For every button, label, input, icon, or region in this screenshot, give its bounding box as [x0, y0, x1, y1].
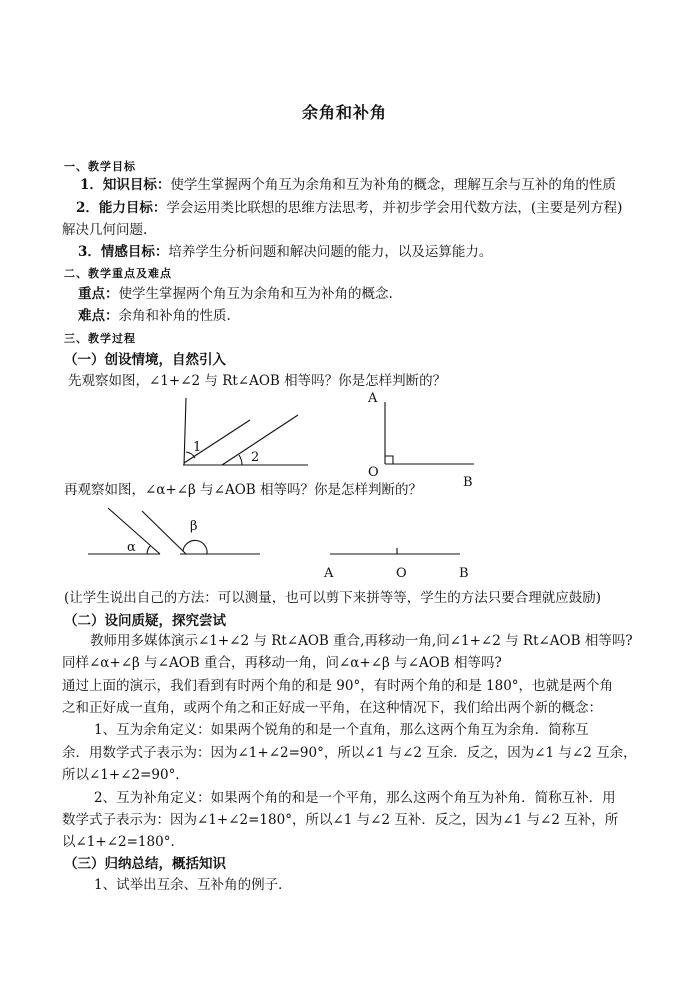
figure-straight-angle-aob	[330, 548, 460, 554]
demo-paragraph-3a: 通过上面的演示，我们看到有时两个角的和是 90°，有时两个角的和是 180°，也就是两个角	[62, 678, 614, 694]
point-o-label-2: O	[396, 566, 407, 581]
definition-complementary-3: 所以∠1+∠2=90°．	[62, 767, 189, 783]
objective-ability-continued: 解决几何问题.	[62, 222, 148, 238]
angle-2-label: 2	[251, 450, 260, 465]
difficult-text: 余角和补角的性质.	[118, 308, 231, 324]
section-heading-key-points: 二、教学重点及难点	[64, 267, 172, 280]
objective-label: 3．情感目标：	[78, 244, 169, 260]
objective-text: 使学生掌握两个角互为余角和互为补角的概念，理解互余与互补的角的性质	[170, 177, 616, 193]
objective-label: 1．知识目标：	[80, 177, 171, 193]
demo-paragraph-3b: 之和正好成一直角，或两个角之和正好成一平角，在这种情况下，我们给出两个新的概念：	[62, 700, 602, 716]
ray-2	[222, 415, 298, 465]
key-label: 重点：	[78, 286, 119, 302]
definition-supplementary-1: 2、互为补角定义：如果两个角的和是一个平角，那么这两个角互为补角．简称互补．用	[94, 790, 616, 806]
difficult-label: 难点：	[78, 308, 119, 324]
alpha-label: α	[127, 540, 136, 555]
question-2: 再观察如图，∠α+∠β 与∠AOB 相等吗？你是怎样判断的？	[64, 482, 422, 498]
point-a-label-2: A	[324, 566, 334, 581]
right-angle-mark	[385, 456, 393, 464]
key-text: 使学生掌握两个角互为余角和互为补角的概念.	[118, 286, 393, 302]
objective-text: 学会运用类比联想的思维方法思考，并初步学会用代数方法，(主要是列方程)	[166, 200, 623, 216]
objective-label: 2．能力目标：	[76, 200, 167, 216]
definition-supplementary-3: 以∠1+∠2=180°．	[62, 834, 184, 850]
definition-supplementary-2: 数学式子表示为：因为∠1+∠2=180°，所以∠1 与∠2 互补．反之，因为∠1 与∠2 互补，所	[62, 812, 619, 828]
arc-beta	[183, 540, 207, 554]
beta-label: β	[190, 519, 198, 534]
summary-item-1: 1、试举出互余、互补角的例子．	[94, 877, 292, 893]
figure-angles-alpha-beta	[88, 508, 260, 554]
subsection-heading-3: （三）归纳总结，概括知识	[64, 856, 226, 872]
definition-complementary-2: 余．用数学式子表示为：因为∠1+∠2=90°，所以∠1 与∠2 互余．反之，因为∠1 与∠2 互余，	[62, 745, 637, 761]
subsection-heading-1: （一）创设情境，自然引入	[64, 352, 226, 368]
vertical-line	[184, 398, 186, 465]
point-b-label-2: B	[459, 566, 469, 581]
point-a-label: A	[368, 391, 378, 406]
question-1: 先观察如图，∠1+∠2 与 Rt∠AOB 相等吗？你是怎样判断的？	[68, 373, 447, 389]
point-b-label: B	[463, 475, 473, 490]
arc-alpha	[147, 546, 150, 554]
student-method-note: (让学生说出自己的方法：可以测量，也可以剪下来拼等等，学生的方法只要合理就应鼓励)	[64, 590, 602, 606]
page-title: 余角和补角	[302, 103, 388, 122]
objective-text: 培养学生分析问题和解决问题的能力，以及运算能力。	[168, 244, 493, 260]
demo-paragraph-2: 同样∠α+∠β 与∠AOB 重合，再移动一角，问∠α+∠β 与∠AOB 相等吗?	[62, 655, 502, 671]
section-heading-objectives: 一、教学目标	[64, 160, 136, 173]
arc-angle-2	[239, 455, 242, 465]
definition-complementary-1: 1、互为余角定义：如果两个锐角的和是一个直角，那么这两个角互为余角．简称互	[94, 722, 589, 738]
subsection-heading-2: （二）设问质疑，探究尝试	[64, 613, 226, 629]
section-heading-process: 三、教学过程	[64, 332, 136, 345]
demo-paragraph-1: 教师用多媒体演示∠1+∠2 与 Rt∠AOB 重合,再移动一角,问∠1+∠2 与 Rt∠AOB 相等吗?	[90, 633, 633, 649]
point-o-label: O	[368, 465, 379, 480]
figure-angles-1-2	[183, 398, 308, 465]
angle-1-label: 1	[193, 440, 202, 455]
figure-right-angle-aob	[385, 402, 474, 464]
